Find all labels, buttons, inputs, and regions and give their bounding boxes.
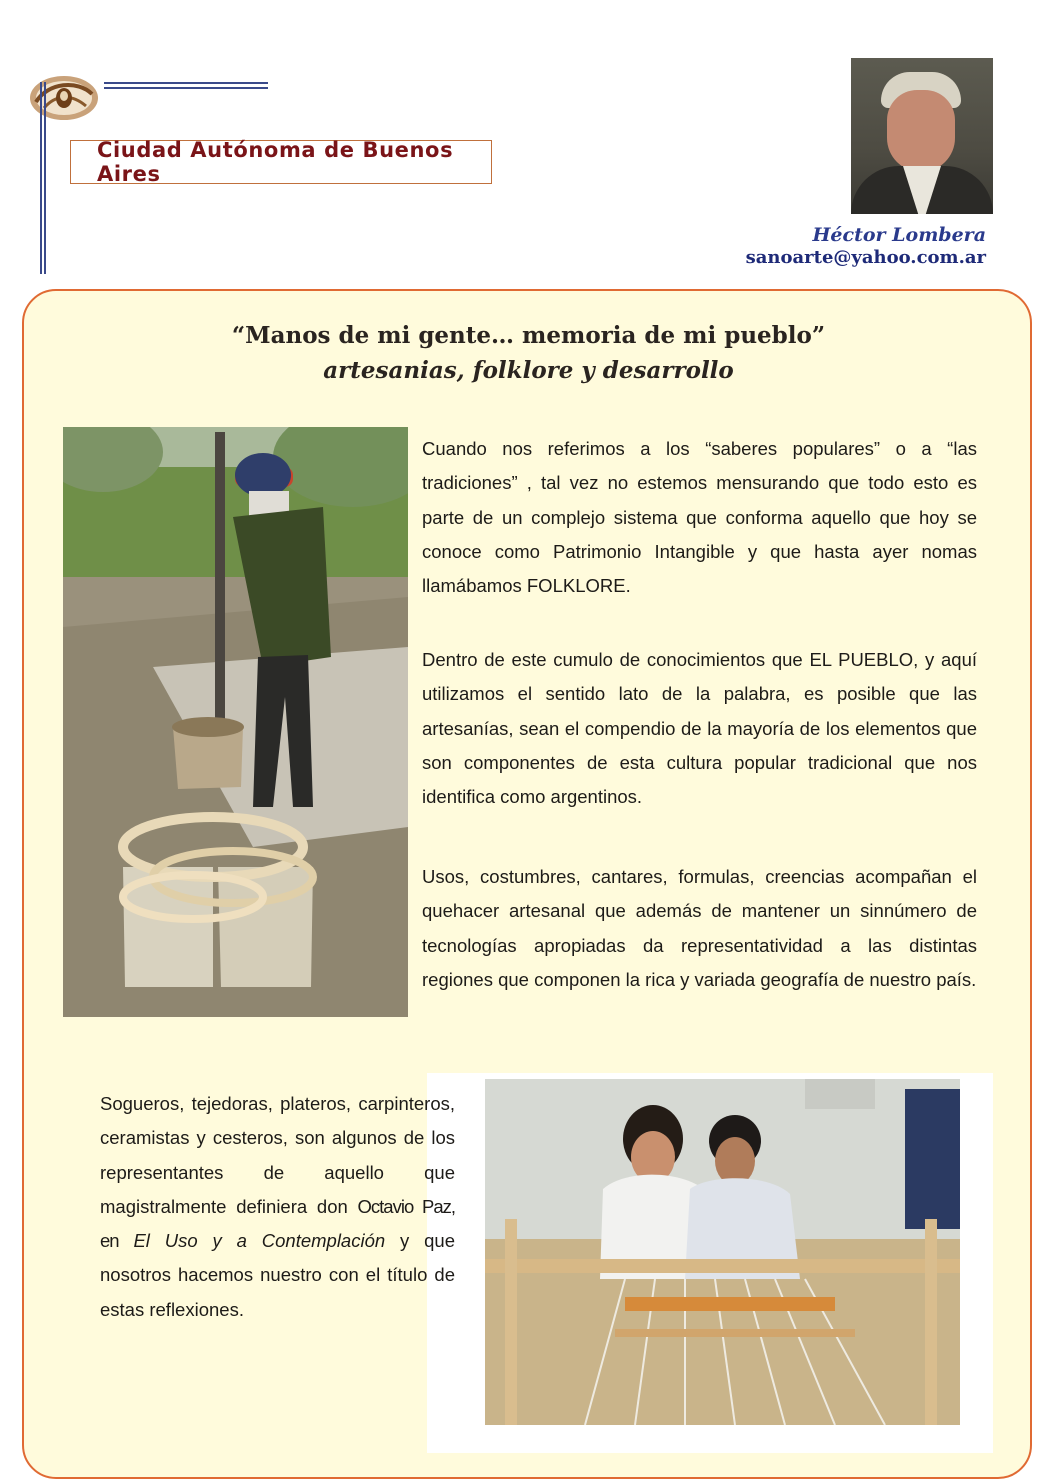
closing-work-title: El Uso y a Contemplación	[133, 1230, 386, 1252]
author-name: Héctor Lombera	[812, 224, 986, 246]
section-label-text: Ciudad Autónoma de Buenos Aires	[97, 138, 454, 186]
article-subtitle: artesanias, folklore y desarrollo	[323, 357, 734, 384]
author-photo	[851, 58, 993, 214]
author-email[interactable]: sanoarte@yahoo.com.ar	[745, 247, 986, 268]
paragraph-3: Usos, costumbres, cantares, formulas, creencias acompañan el quehacer artesanal que además de mantener un sinnúmero de tecnologías apropiadas da representatividad a las distintas regiones que componen la rica y variada geografía de nuestro país.	[422, 866, 977, 990]
header-rule-2	[104, 87, 268, 89]
artisan-mortar-photo	[63, 427, 408, 1017]
weaving-loom-photo	[485, 1079, 960, 1425]
article-title: “Manos de mi gente… memoria de mi pueblo”	[231, 322, 826, 349]
paragraph-2: Dentro de este cumulo de conocimientos que EL PUEBLO, y aquí utilizamos el sentido lato de la palabra, es posible que las artesanías, sean el compendio de la mayoría de los elementos que son componentes de esta cultura popular tradicional que nos identifica como argentinos.	[422, 649, 977, 808]
header-rule-1	[104, 82, 268, 84]
closing-text-before: Sogueros, tejedoras, plateros, carpinteros, ceramistas y cesteros, son algunos de los representantes de aquello que magistralmente definiera don	[100, 1093, 455, 1217]
header-vertical-rule-2	[44, 82, 46, 274]
closing-text-after: y que nosotros hacemos nuestro con el título de estas reflexiones.	[100, 1230, 455, 1320]
closing-author-ref: Octavio Paz, en	[100, 1195, 456, 1252]
closing-paragraph	[100, 1087, 455, 1327]
section-label	[70, 140, 492, 184]
paragraph-1: Cuando nos referimos a los “saberes populares” o a “las tradiciones” , tal vez no estemos mensurando que todo esto es parte de un complejo sistema que conforma aquello que hoy se conoce como Patrimonio Intangible y que hasta ayer nomas llamábamos FOLKLORE.	[422, 438, 977, 597]
header-vertical-rule-1	[40, 82, 42, 274]
seed-pod-logo-icon	[26, 72, 100, 122]
